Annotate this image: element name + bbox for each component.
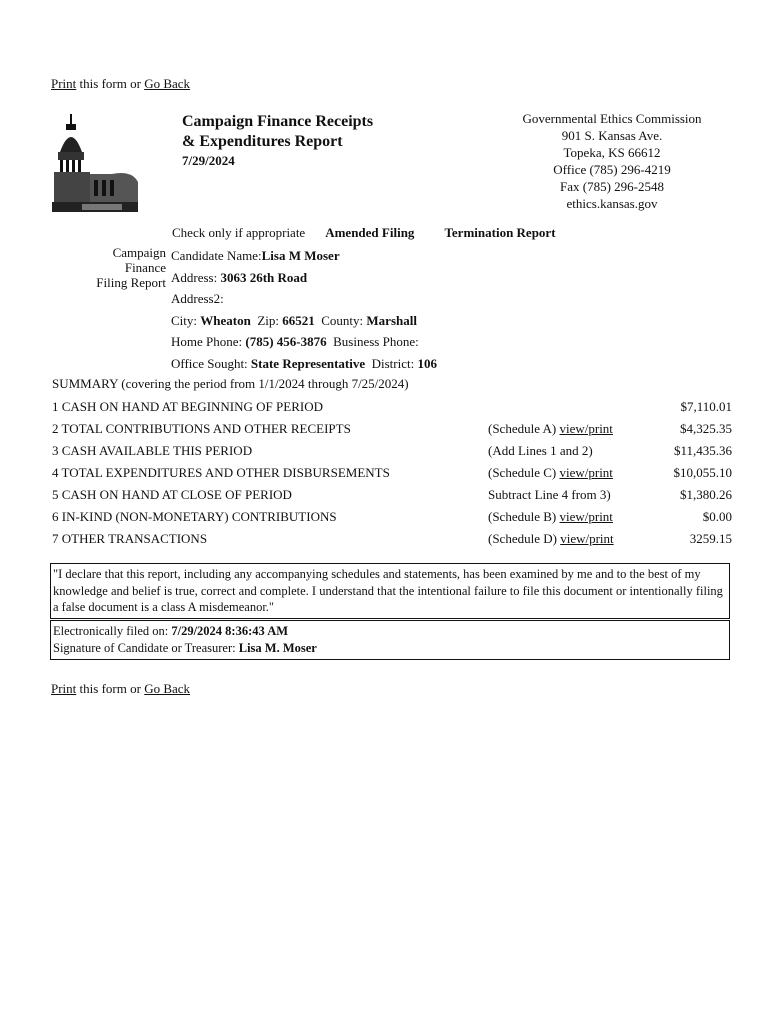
row-schedule xyxy=(488,462,662,484)
row-label: 4 TOTAL EXPENDITURES AND OTHER DISBURSEMENTS xyxy=(52,465,390,480)
summary-heading: SUMMARY (covering the period from 1/1/2024 through 7/25/2024) xyxy=(52,376,409,391)
filed-label: Electronically filed on: xyxy=(53,624,172,638)
candidate-name-label: Candidate Name: xyxy=(171,248,262,263)
termination-report-label: Termination Report xyxy=(444,225,556,240)
signature-label: Signature of Candidate or Treasurer: xyxy=(53,641,239,655)
county-label: County: xyxy=(321,312,367,328)
filing-type-line xyxy=(172,225,556,241)
zip-label: Zip: xyxy=(257,312,283,328)
table-row xyxy=(52,506,732,528)
agency-address-block xyxy=(498,110,726,212)
address-value: 3063 26th Road xyxy=(220,269,308,285)
county-value: Marshall xyxy=(366,312,417,328)
agency-website: ethics.kansas.gov xyxy=(566,196,658,211)
report-title xyxy=(182,112,373,170)
declaration-box: "I declare that this report, including any accompanying schedules and statements, has been examined by me and to the best of my knowledge and belief is true, correct and complete. I understand that the intentional failure to file this document or intentionally filing a false document is a class A misdemeanor." xyxy=(50,563,730,619)
city-row xyxy=(171,310,437,332)
side-label-line-1: Campaign xyxy=(112,245,166,260)
agency-city: Topeka, KS 66612 xyxy=(563,145,661,160)
schedule-text: (Schedule B) xyxy=(488,509,560,524)
side-label-line-3: Filing Report xyxy=(96,275,166,290)
top-nav xyxy=(51,76,190,92)
address2-row xyxy=(171,288,437,310)
agency-office-phone: Office (785) 296-4219 xyxy=(553,162,671,177)
row-label: 7 OTHER TRANSACTIONS xyxy=(52,531,208,546)
view-print-link[interactable]: view/print xyxy=(559,509,613,524)
side-label-line-2: Finance xyxy=(124,260,166,275)
title-line-2: & Expenditures Report xyxy=(182,133,343,150)
report-date: 7/29/2024 xyxy=(182,153,235,168)
row-amount: 3259.15 xyxy=(689,531,732,546)
table-row xyxy=(52,484,732,506)
row-schedule xyxy=(488,440,662,462)
title-line-1: Campaign Finance Receipts xyxy=(182,113,374,130)
row-schedule xyxy=(488,396,662,418)
filing-signature-box xyxy=(50,620,730,660)
go-back-link[interactable]: Go Back xyxy=(144,681,191,696)
row-label: 3 CASH AVAILABLE THIS PERIOD xyxy=(52,443,253,458)
address-label: Address: xyxy=(171,269,221,285)
summary-table xyxy=(52,396,732,550)
row-label: 6 IN-KIND (NON-MONETARY) CONTRIBUTIONS xyxy=(52,509,337,524)
row-schedule xyxy=(488,506,662,528)
row-label: 5 CASH ON HAND AT CLOSE OF PERIOD xyxy=(52,487,292,502)
table-row xyxy=(52,396,732,418)
row-label: 2 TOTAL CONTRIBUTIONS AND OTHER RECEIPTS xyxy=(52,421,351,436)
filed-row xyxy=(53,623,727,640)
schedule-text: (Add Lines 1 and 2) xyxy=(488,443,593,458)
row-label: 1 CASH ON HAND AT BEGINNING OF PERIOD xyxy=(52,399,323,414)
schedule-text: (Schedule D) xyxy=(488,531,561,546)
home-phone-value: (785) 456-3876 xyxy=(245,334,327,349)
filed-value: 7/29/2024 8:36:43 AM xyxy=(171,624,289,638)
row-amount: $7,110.01 xyxy=(680,399,732,414)
agency-fax: Fax (785) 296-2548 xyxy=(560,179,664,194)
zip-value: 66521 xyxy=(282,312,315,328)
phone-row xyxy=(171,331,437,353)
agency-name: Governmental Ethics Commission xyxy=(522,111,702,126)
table-row xyxy=(52,418,732,440)
schedule-text: (Schedule C) xyxy=(488,465,560,480)
nav-text: this form or xyxy=(76,681,145,696)
check-label: Check only if appropriate xyxy=(172,225,306,240)
district-label: District: xyxy=(371,355,418,371)
row-schedule xyxy=(488,528,662,550)
row-amount: $4,325.35 xyxy=(680,421,732,436)
city-label: City: xyxy=(171,312,201,328)
candidate-name: Lisa M Moser xyxy=(261,248,340,263)
district-value: 106 xyxy=(417,355,437,371)
schedule-text: (Schedule A) xyxy=(488,421,560,436)
nav-text: this form or xyxy=(76,76,145,91)
office-value: State Representative xyxy=(250,355,366,371)
business-phone-label: Business Phone: xyxy=(333,334,419,349)
capitol-seal-image xyxy=(52,112,138,212)
candidate-name-row xyxy=(171,245,437,267)
row-amount: $10,055.10 xyxy=(673,465,732,480)
agency-street: 901 S. Kansas Ave. xyxy=(561,128,663,143)
view-print-link[interactable]: view/print xyxy=(559,421,613,436)
signature-value: Lisa M. Moser xyxy=(238,641,317,655)
print-link[interactable]: Print xyxy=(51,76,77,91)
row-schedule xyxy=(488,418,662,440)
table-row xyxy=(52,462,732,484)
candidate-info xyxy=(171,245,437,374)
table-row xyxy=(52,440,732,462)
address-row xyxy=(171,267,437,289)
schedule-text: Subtract Line 4 from 3) xyxy=(488,487,611,502)
row-amount: $0.00 xyxy=(702,509,732,524)
view-print-link[interactable]: view/print xyxy=(560,531,614,546)
city-value: Wheaton xyxy=(200,312,251,328)
row-schedule xyxy=(488,484,662,506)
office-row xyxy=(171,353,437,375)
print-link[interactable]: Print xyxy=(51,681,77,696)
side-label xyxy=(82,245,166,290)
table-row xyxy=(52,528,732,550)
go-back-link[interactable]: Go Back xyxy=(144,76,191,91)
bottom-nav xyxy=(51,681,190,697)
amended-filing-label: Amended Filing xyxy=(325,225,415,240)
office-label: Office Sought: xyxy=(171,355,251,371)
row-amount: $11,435.36 xyxy=(673,443,732,458)
home-phone-label: Home Phone: xyxy=(171,334,246,349)
row-amount: $1,380.26 xyxy=(680,487,732,502)
signature-row xyxy=(53,640,727,657)
address2-label: Address2: xyxy=(171,291,224,306)
view-print-link[interactable]: view/print xyxy=(559,465,613,480)
